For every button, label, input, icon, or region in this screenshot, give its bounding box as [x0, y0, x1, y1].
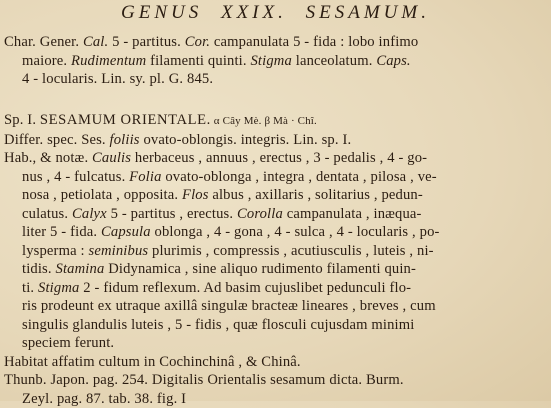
italic-term: Stamina: [56, 261, 105, 277]
text-span: Hab., & notæ.: [4, 150, 92, 166]
italic-term: Corolla: [237, 206, 283, 222]
text-span: 2 - fidum reflexum. Ad basim cujuslibet pedunculi flo-: [79, 280, 411, 296]
text-span: ovato-oblonga , integra , dentata , pilosa , ve-: [162, 169, 437, 185]
text-span: lysperma :: [22, 243, 89, 259]
species-name: SESAMUM ORIENTALE.: [40, 112, 211, 128]
text-line: [4, 33, 545, 52]
text-line: [4, 131, 545, 150]
text-span: Thunb. Japon. pag. 254. Digitalis Orientalis sesamum dicta. Burm.: [4, 372, 404, 388]
text-span: Sp. I.: [4, 112, 40, 128]
text-span: culatus.: [22, 206, 72, 222]
text-span: 4 - locularis. Lin. sy. pl. G. 845.: [22, 71, 213, 87]
text-span: ris prodeunt ex utraque axillâ singulæ bracteæ lineares , breves , cum: [22, 298, 436, 314]
text-line: [4, 279, 545, 298]
text-span: 5 - partitus , erectus.: [107, 206, 237, 222]
text-span: ti.: [22, 280, 38, 296]
italic-term: Caps.: [376, 53, 410, 69]
text-span: singulis glandulis luteis , 5 - fidis , quæ flosculi cujusdam minimi: [22, 317, 414, 333]
italic-term: Folia: [129, 169, 161, 185]
italic-term: Capsula: [101, 224, 151, 240]
text-span: tidis.: [22, 261, 56, 277]
text-span: liter 5 - fida.: [22, 224, 101, 240]
italic-term: Rudimentum: [71, 53, 146, 69]
text-span: speciem ferunt.: [22, 335, 114, 351]
text-line: [4, 149, 545, 168]
text-line: [4, 186, 545, 205]
text-span: Habitat affatim cultum in Cochinchinâ , & Chinâ.: [4, 354, 301, 370]
generic-character-paragraph: [4, 33, 545, 89]
text-span: oblonga , 4 - gona , 4 - sulca , 4 - locularis , po-: [151, 224, 440, 240]
text-span: plurimis , compressis , acutiusculis , luteis , ni-: [148, 243, 433, 259]
italic-term: foliis: [110, 132, 140, 148]
text-line: [4, 52, 545, 71]
italic-term: Stigma: [250, 53, 291, 69]
italic-term: Calyx: [72, 206, 107, 222]
text-span: nosa , petiolata , opposita.: [22, 187, 182, 203]
text-line: [4, 70, 545, 89]
text-span: 5 - partitus.: [108, 34, 184, 50]
text-span: maiore.: [22, 53, 71, 69]
text-line: [4, 334, 545, 353]
italic-term: Caulis: [92, 150, 131, 166]
text-span: herbaceus , annuus , erectus , 3 - pedalis , 4 - go-: [131, 150, 427, 166]
text-line: [4, 260, 545, 279]
text-span: ovato-oblongis. integris. Lin. sp. I.: [140, 132, 352, 148]
italic-term: Cal.: [83, 34, 108, 50]
italic-term: Flos: [182, 187, 209, 203]
text-span: Didynamica , sine aliquo rudimento filamenti quin-: [104, 261, 416, 277]
text-line: [4, 316, 545, 335]
text-span: Zeyl. pag. 87. tab. 38. fig. I: [22, 391, 186, 407]
text-line: [4, 223, 545, 242]
italic-term: seminibus: [89, 243, 149, 259]
species-description-paragraph: [4, 111, 545, 408]
text-line: [4, 205, 545, 224]
text-line: [4, 297, 545, 316]
text-line: [4, 371, 545, 390]
genus-heading: GENUS XXIX. SESAMUM.: [0, 2, 551, 24]
vernacular-names: α Cây Mè. β Mà · Chî.: [211, 115, 317, 127]
text-span: Differ. spec. Ses.: [4, 132, 110, 148]
italic-term: Stigma: [38, 280, 79, 296]
text-line: [4, 111, 545, 131]
text-span: Char. Gener.: [4, 34, 83, 50]
text-span: albus , axillaris , solitarius , pedun-: [209, 187, 423, 203]
text-line: [4, 390, 545, 408]
text-span: filamenti quinti.: [146, 53, 250, 69]
text-span: lanceolatum.: [292, 53, 376, 69]
text-line: [4, 242, 545, 261]
text-line: [4, 353, 545, 372]
text-span: nus , 4 - fulcatus.: [22, 169, 129, 185]
italic-term: Cor.: [185, 34, 210, 50]
text-span: campanulata 5 - fida : lobo infimo: [210, 34, 418, 50]
text-line: [4, 168, 545, 187]
text-span: campanulata , inæqua-: [283, 206, 422, 222]
